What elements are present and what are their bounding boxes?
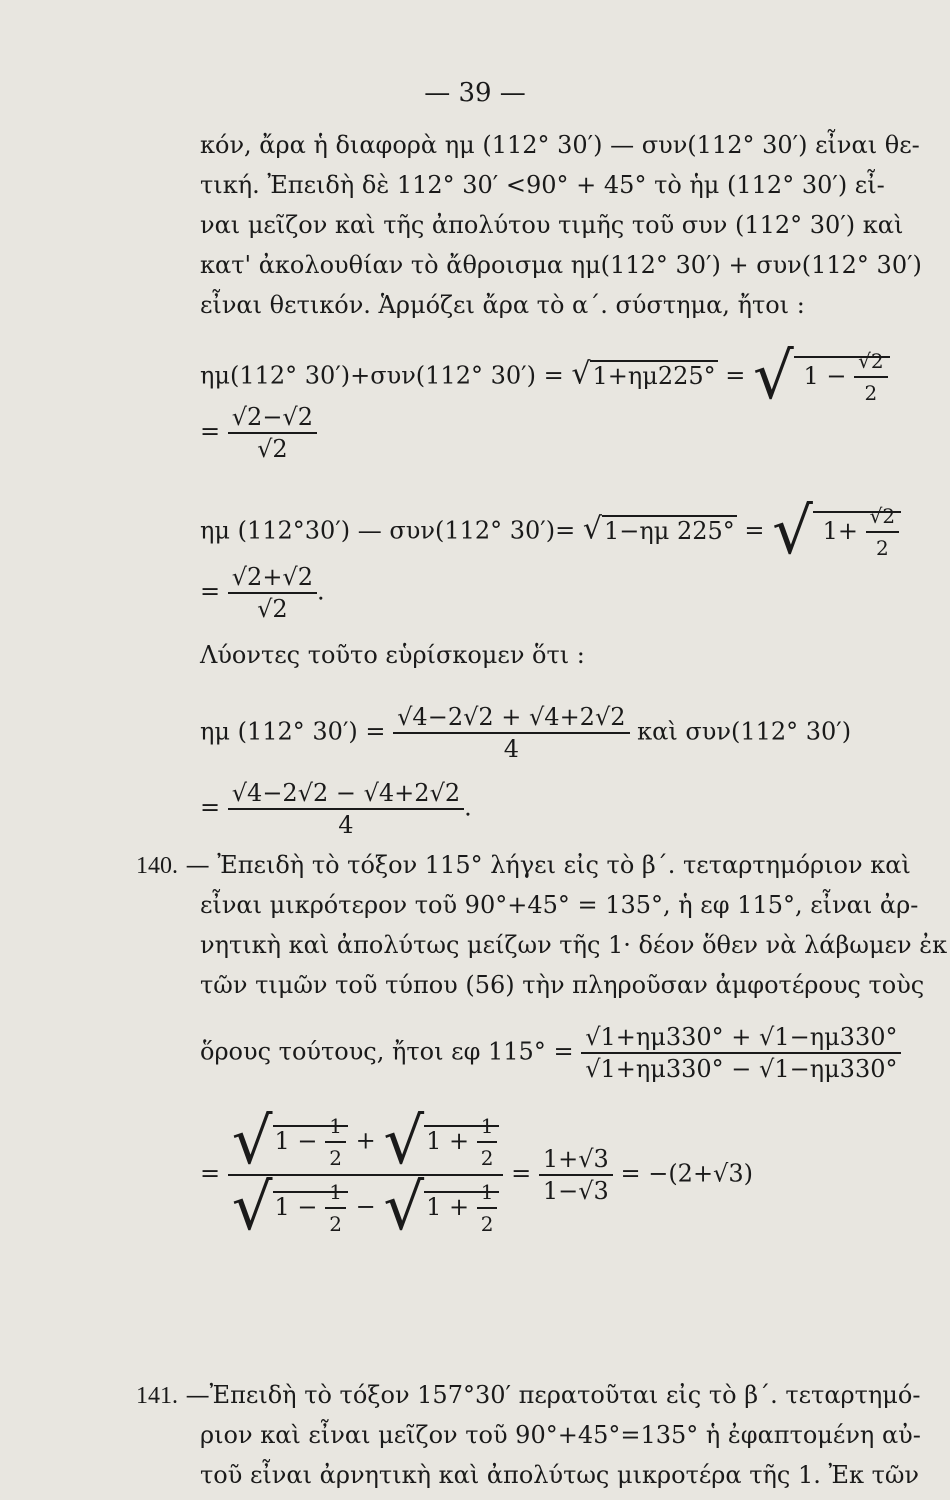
eq1-radicand-2	[794, 349, 890, 405]
frac-denominator: 4	[503, 735, 519, 763]
result-period: .	[316, 577, 325, 606]
result-fraction	[228, 562, 317, 624]
radicand	[424, 1180, 499, 1236]
frac-denominator: √2	[257, 595, 288, 623]
eq4-equals: =	[200, 1159, 221, 1188]
plus-sign: +	[355, 1126, 376, 1155]
compound-numerator	[228, 1105, 504, 1179]
frac-denominator: 2	[864, 381, 878, 405]
eq1-fraction	[854, 346, 887, 408]
eq1-rad2-pre: 1 −	[803, 361, 847, 390]
result-equals: =	[200, 417, 221, 446]
radicand-pre: 1 −	[274, 1192, 318, 1221]
text-line: τική. Ἐπειδὴ δὲ 112° 30′ <90° + 45° τὸ ἡμ (112° 30′) εἶ-	[200, 171, 885, 199]
frac-numerator: √2+√2	[228, 562, 317, 594]
minus-sign: −	[355, 1192, 376, 1221]
radical-sign: √	[571, 356, 591, 392]
eq2-radicand-2	[813, 504, 901, 560]
eq1-equals: =	[725, 361, 746, 390]
equation-cosine	[200, 778, 472, 840]
frac-numerator: 1	[477, 1177, 498, 1209]
simplified-fraction	[539, 1144, 613, 1206]
half-fraction	[477, 1177, 498, 1239]
result-equals: =	[200, 577, 221, 606]
compound-denominator	[228, 1171, 504, 1245]
frac-numerator: √1+ημ330° + √1−ημ330°	[581, 1022, 901, 1054]
frac-denominator: 2	[480, 1146, 494, 1170]
radical-sign: √	[772, 495, 813, 569]
eq2-equals: =	[744, 516, 765, 545]
text-line: τοῦ εἶναι ἀρνητικὴ καὶ ἀπολύτως μικροτέρα τῆς 1. Ἐκ τῶν	[200, 1461, 920, 1489]
eq3-lhs: ημ (112° 30′) =	[200, 717, 386, 746]
frac-numerator: 1+√3	[539, 1144, 613, 1176]
frac-denominator: 4	[338, 811, 354, 839]
equation-difference	[200, 495, 901, 569]
half-fraction	[325, 1111, 346, 1173]
text-line: ριον καὶ εἶναι μεῖζον τοῦ 90°+45°=135° ἡ ἐφαπτομένη αὐ-	[200, 1421, 921, 1449]
eq1-lhs: ημ(112° 30′)+συν(112° 30′) =	[200, 361, 564, 390]
eq-lhs: ὅρους τούτους, ἤτοι εφ 115° =	[200, 1037, 574, 1066]
frac-denominator: 2	[329, 1212, 342, 1236]
radical-sign: √	[231, 1171, 273, 1245]
result-period: .	[464, 793, 472, 822]
compound-fraction	[228, 1105, 504, 1245]
text-line: κατ' ἀκολουθίαν τὸ ἄθροισμα ημ(112° 30′) + συν(112° 30′)	[200, 251, 922, 279]
tangent-115-equation	[200, 1022, 901, 1084]
frac-denominator: 2	[329, 1146, 342, 1170]
final-result: = −(2+√3)	[620, 1159, 753, 1188]
eq1-radicand: 1+ημ225°	[592, 361, 716, 390]
radicand-pre: 1 +	[426, 1192, 470, 1221]
radicand-pre: 1 −	[274, 1126, 318, 1155]
eq2-fraction	[866, 501, 899, 563]
text-line: —Ἐπειδὴ τὸ τόξον 157°30′ περατοῦται εἰς τὸ β΄. τεταρτημό-	[185, 1381, 921, 1409]
eq4-mid-equals: =	[511, 1159, 532, 1188]
frac-numerator: √2	[854, 346, 887, 378]
text-line: τῶν τιμῶν τοῦ τύπου (56) τὴν πληροῦσαν ἀμφοτέρους τοὺς	[200, 971, 925, 999]
compound-fraction-equation	[200, 1105, 753, 1245]
frac-denominator: √1+ημ330° − √1−ημ330°	[585, 1055, 898, 1083]
problem-number: 140.	[136, 853, 178, 879]
tangent-fraction	[581, 1022, 901, 1084]
text-line: κόν, ἄρα ἡ διαφορὰ ημ (112° 30′) — συν(112° 30′) εἶναι θε-	[200, 131, 920, 159]
radical-sign: √	[582, 511, 602, 547]
result-equals: =	[200, 793, 221, 822]
frac-numerator: √2	[866, 501, 899, 533]
eq2-lhs: ημ (112°30′) — συν(112° 30′)=	[200, 516, 576, 545]
result-fraction	[228, 402, 317, 464]
problem-141-first-line	[136, 1380, 920, 1411]
frac-numerator: 1	[325, 1177, 346, 1209]
radical-sign: √	[753, 340, 794, 414]
problem-140-first-line	[136, 850, 911, 881]
equation-sum-result	[200, 402, 317, 464]
half-fraction	[477, 1111, 498, 1173]
radicand-pre: 1 +	[426, 1126, 470, 1155]
frac-numerator: √4−2√2 + √4+2√2	[393, 702, 629, 734]
eq2-radicand: 1−ημ 225°	[603, 516, 735, 545]
text-line: εἶναι θετικόν. Ἁρμόζει ἄρα τὸ α΄. σύστημα, ἤτοι :	[200, 291, 805, 319]
equation-difference-result	[200, 562, 325, 624]
text-line: νητικὴ καὶ ἀπολύτως μείζων τῆς 1· δέον ὅθεν νὰ λάβωμεν ἐκ	[200, 931, 948, 959]
eq3-and-cos: καὶ συν(112° 30′)	[637, 717, 852, 746]
radical-sign: √	[383, 1171, 425, 1245]
equation-sine	[200, 702, 851, 764]
text-line: ναι μεῖζον καὶ τῆς ἀπολύτου τιμῆς τοῦ συν (112° 30′) καὶ	[200, 211, 904, 239]
frac-denominator: 1−√3	[542, 1177, 609, 1205]
radical-sign: √	[231, 1105, 273, 1179]
radicand	[424, 1114, 499, 1170]
frac-denominator: √2	[257, 435, 288, 463]
text-line: Λύοντες τοῦτο εὑρίσκομεν ὅτι :	[200, 641, 585, 669]
radicand	[273, 1114, 348, 1170]
half-fraction	[325, 1177, 346, 1239]
eq3-fraction	[393, 702, 629, 764]
text-line: εἶναι μικρότερον τοῦ 90°+45° = 135°, ἡ εφ 115°, εἶναι ἀρ-	[200, 891, 919, 919]
frac-denominator: 2	[875, 536, 889, 560]
text-line: — Ἐπειδὴ τὸ τόξον 115° λήγει εἰς τὸ β΄. τεταρτημόριον καὶ	[185, 851, 911, 879]
frac-numerator: √4−2√2 − √4+2√2	[228, 778, 464, 810]
radical-sign: √	[383, 1105, 425, 1179]
result-fraction	[228, 778, 464, 840]
frac-denominator: 2	[480, 1212, 494, 1236]
frac-numerator: 1	[477, 1111, 498, 1143]
problem-number: 141.	[136, 1383, 178, 1409]
eq2-rad2-pre: 1+	[822, 516, 858, 545]
radicand	[273, 1180, 348, 1236]
page-number: — 39 —	[424, 78, 526, 108]
equation-sum	[200, 340, 890, 414]
frac-numerator: 1	[325, 1111, 346, 1143]
frac-numerator: √2−√2	[228, 402, 317, 434]
